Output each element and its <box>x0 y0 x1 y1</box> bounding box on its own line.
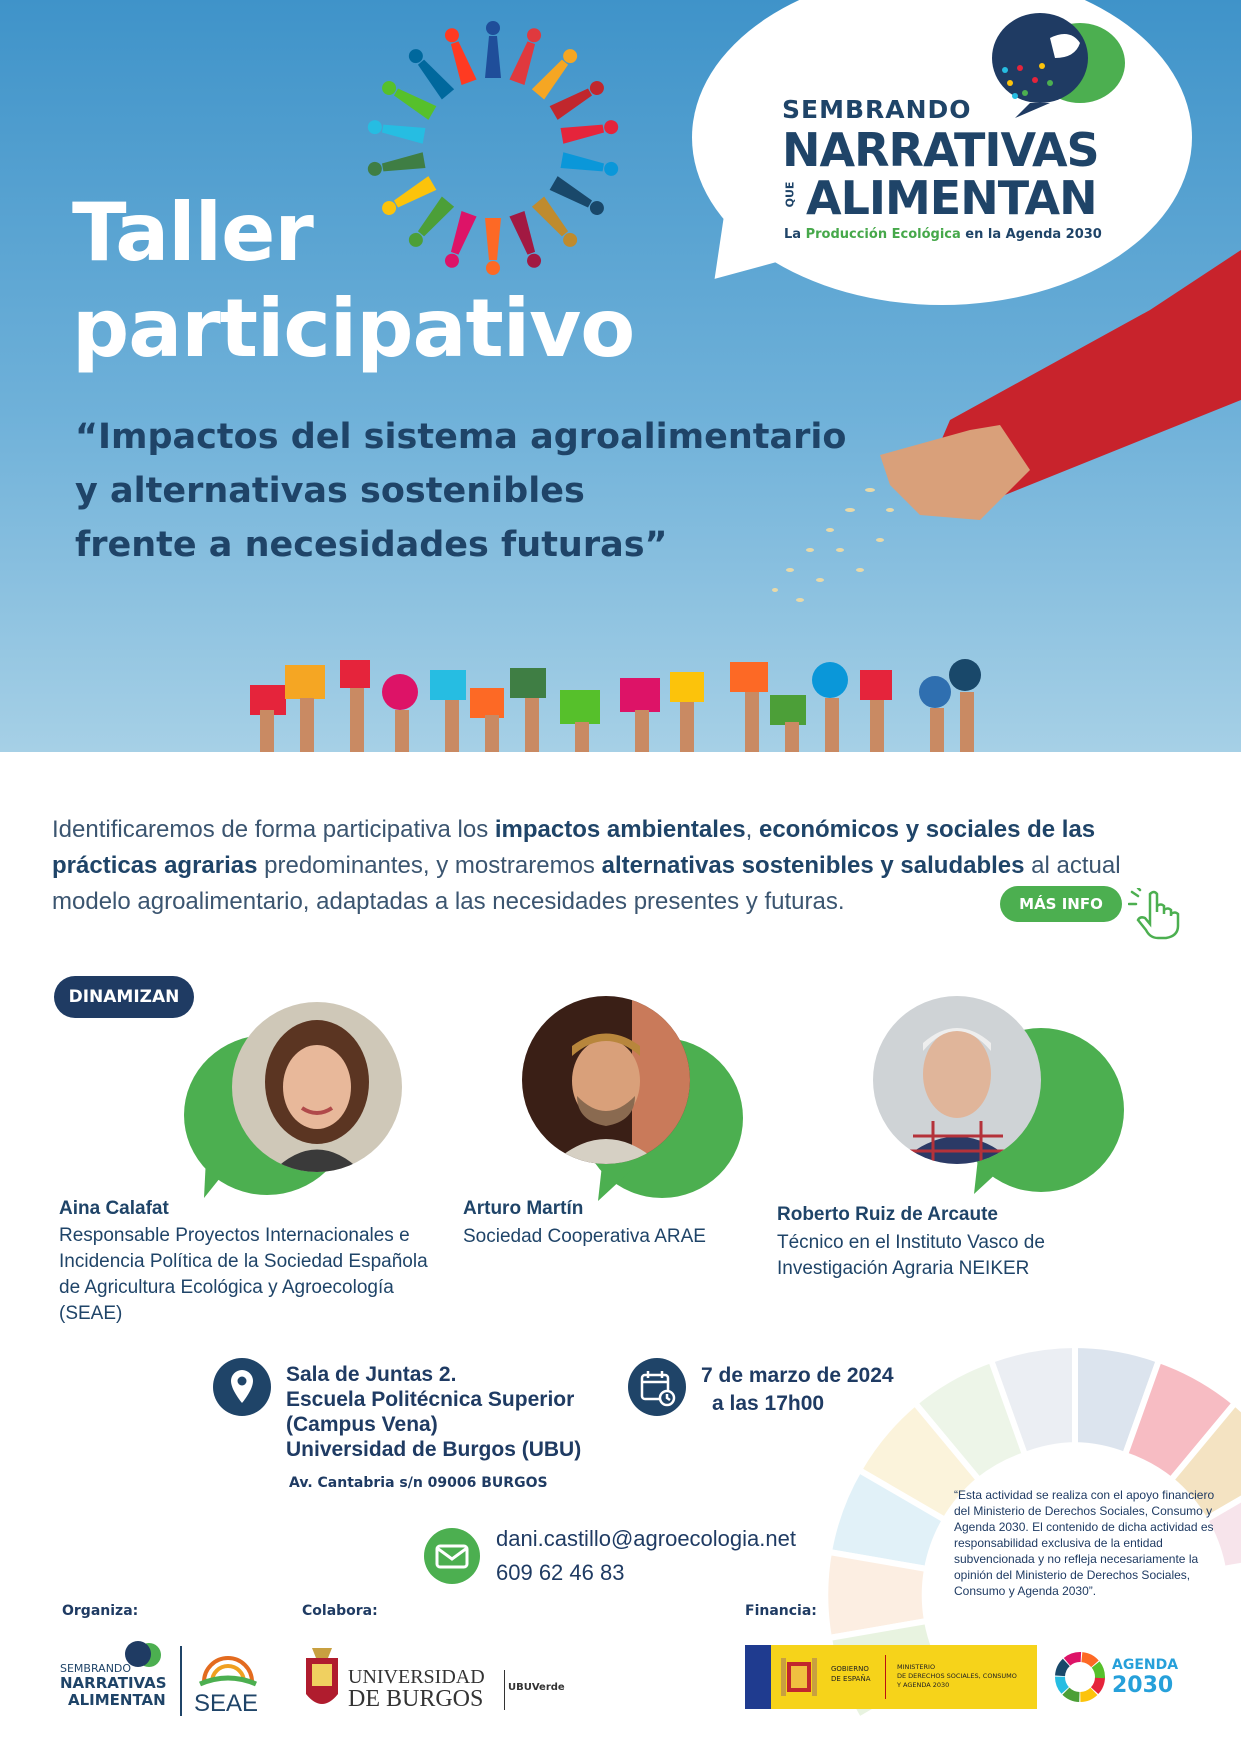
contact-block <box>496 1522 796 1590</box>
gob-divider <box>885 1655 886 1699</box>
ministerio-text: Y AGENDA 2030 <box>897 1681 950 1689</box>
speaker-name: Aina Calafat <box>59 1198 169 1219</box>
tagline-highlight: Producción Ecológica <box>805 227 961 242</box>
speaker-name: Arturo Martín <box>463 1198 584 1219</box>
page-title <box>72 185 634 377</box>
speaker-role: Sociedad Cooperativa ARAE <box>463 1226 706 1247</box>
intro-text: , <box>745 816 759 843</box>
logo-word-sembrando: SEMBRANDO <box>782 95 972 124</box>
agenda-year: 2030 <box>1112 1673 1174 1698</box>
sembrando-logo-small <box>60 1640 170 1720</box>
subtitle-line: y alternativas sostenibles <box>75 471 585 511</box>
seae-wordmark: SEAE <box>194 1690 259 1717</box>
subtitle-line: frente a necesidades futuras” <box>75 525 668 565</box>
agenda-word: AGENDA <box>1112 1657 1179 1673</box>
sdg-wheel-icon <box>1052 1649 1108 1705</box>
speaker-photo-1 <box>232 1002 402 1172</box>
venue-line: Escuela Politécnica Superior <box>286 1388 575 1411</box>
more-info-button[interactable]: MÁS INFO <box>1000 886 1122 922</box>
gobierno-ministerio-logo <box>745 1645 1037 1709</box>
gobierno-text: GOBIERNO <box>831 1665 869 1673</box>
location-pin-icon <box>213 1358 271 1416</box>
logo-word-que: QUE <box>783 181 797 208</box>
logo-word-narrativas: NARRATIVAS <box>782 123 1099 177</box>
bubble-tail-icon <box>196 1158 246 1198</box>
seae-logo <box>192 1642 264 1720</box>
logo-word: SEMBRANDO <box>60 1662 132 1675</box>
tagline-text: en la Agenda 2030 <box>965 227 1102 242</box>
speaker-role: Responsable Proyectos Internacionales e Incidencia Política de la Sociedad Española de Agricultura Ecológica y Agroecología (SEAE) <box>59 1225 428 1324</box>
ubu-wordmark-line: DE BURGOS <box>348 1686 484 1712</box>
date-block <box>701 1362 894 1418</box>
bubble-tail-icon <box>968 1158 1018 1194</box>
venue-line: (Campus Vena) <box>286 1413 438 1436</box>
logo-divider <box>180 1646 182 1716</box>
ministerio-text: MINISTERIO <box>897 1663 936 1671</box>
ubu-logo <box>302 1640 565 1720</box>
logo-tagline <box>784 227 1102 242</box>
hand-seeds-illustration <box>770 250 1241 630</box>
organiza-label: Organiza: <box>62 1603 139 1619</box>
intro-bold: económicos y sociales de las prácticas agrarias <box>52 816 1096 879</box>
logo-word: ALIMENTAN <box>68 1691 166 1709</box>
venue-block <box>286 1362 581 1462</box>
date-line: 7 de marzo de 2024 <box>701 1364 894 1387</box>
intro-text: predominantes, y mostraremos <box>257 852 602 879</box>
eu-flag-icon <box>745 1645 771 1709</box>
logo-word: NARRATIVAS <box>60 1674 167 1692</box>
speaker-photo-2 <box>522 996 690 1164</box>
ubu-divider <box>504 1670 505 1710</box>
ubuverde-wordmark: UBUVerde <box>508 1682 565 1693</box>
agenda-2030-logo <box>1050 1645 1180 1709</box>
logo-word-alimentan: ALIMENTAN <box>806 171 1097 225</box>
time-line: a las 17h00 <box>712 1392 825 1415</box>
click-hand-icon <box>1128 888 1190 940</box>
intro-bold: impactos ambientales <box>494 816 746 843</box>
intro-text: al actual modelo agroalimentario, adaptadas a las necesidades presentes y futuras. <box>52 852 1121 915</box>
speaker-role: Técnico en el Instituto Vasco de Investigación Agraria NEIKER <box>777 1232 1045 1279</box>
hero-banner <box>0 0 1241 752</box>
speaker-name: Roberto Ruiz de Arcaute <box>777 1204 998 1225</box>
contact-phone[interactable]: 609 62 46 83 <box>496 1560 625 1585</box>
venue-line: Sala de Juntas 2. <box>286 1363 457 1386</box>
bubble-tail-icon <box>592 1165 642 1201</box>
ministerio-text: DE DERECHOS SOCIALES, CONSUMO <box>897 1672 1017 1680</box>
calendar-icon <box>628 1358 686 1416</box>
crowd-speech-bubbles-illustration <box>230 610 1000 752</box>
speakers-label: DINAMIZAN <box>54 976 194 1018</box>
ubu-wordmark-line: UNIVERSIDAD <box>348 1666 485 1688</box>
venue-line: Universidad de Burgos (UBU) <box>286 1438 582 1461</box>
intro-bold: alternativas sostenibles y saludables <box>601 852 1025 879</box>
ubu-shield-icon <box>302 1644 342 1718</box>
title-line: participativo <box>72 282 635 375</box>
contact-email[interactable]: dani.castillo@agroecologia.net <box>496 1526 796 1551</box>
gobierno-text: DE ESPAÑA <box>831 1675 871 1683</box>
sowing-hand-icon <box>980 8 1130 118</box>
subtitle-line: “Impactos del sistema agroalimentario <box>75 417 847 457</box>
colabora-label: Colabora: <box>302 1603 378 1619</box>
intro-text: Identificaremos de forma participativa los <box>52 816 495 843</box>
financia-label: Financia: <box>745 1603 817 1619</box>
coat-of-arms-icon <box>779 1652 819 1702</box>
mail-icon <box>424 1528 480 1584</box>
tagline-text: La <box>784 227 802 242</box>
seae-sun-icon <box>192 1642 264 1688</box>
funding-disclaimer: “Esta actividad se realiza con el apoyo financiero del Ministerio de Derechos Sociales, Consumo y Agenda 2030. El contenido de dicha actividad es responsabilidad exclusiva de la entidad subvencionada y no refleja necesariamente la opinión del Ministerio de Derechos Sociales, Consumo y Agenda 2030”. <box>954 1488 1215 1598</box>
title-line: Taller <box>72 186 313 279</box>
speaker-photo-3 <box>873 996 1041 1164</box>
venue-address: Av. Cantabria s/n 09006 BURGOS <box>289 1475 548 1491</box>
